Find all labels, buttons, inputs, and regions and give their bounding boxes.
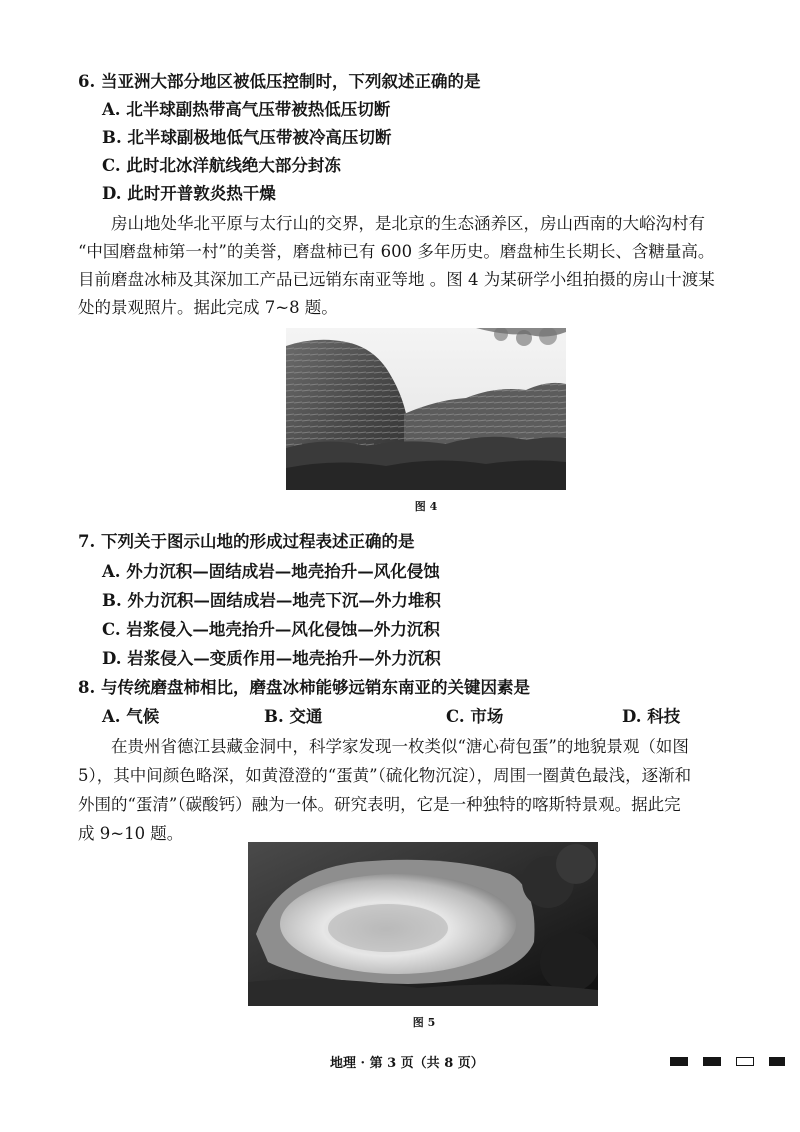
- question-7-option-c: C. 岩浆侵入—地壳抬升—风化侵蚀—外力沉积: [102, 620, 440, 639]
- passage-1-line-2: “中国磨盘柿第一村”的美誉，磨盘柿已有 600 多年历史。磨盘柿生长期长、含糖量高。: [78, 242, 715, 261]
- page-marker-hollow: [736, 1057, 754, 1066]
- question-7-option-d: D. 岩浆侵入—变质作用—地壳抬升—外力沉积: [102, 649, 441, 668]
- question-8-option-c: C. 市场: [446, 707, 504, 726]
- page-marker-filled-1: [670, 1057, 688, 1066]
- question-7-option-a: A. 外力沉积—固结成岩—地壳抬升—风化侵蚀: [102, 562, 440, 581]
- passage-2-line-4: 成 9~10 题。: [78, 824, 184, 843]
- mountain-cliff-photo: [286, 328, 566, 490]
- question-7-option-b: B. 外力沉积—固结成岩—地壳下沉—外力堆积: [102, 591, 441, 610]
- figure-5-caption: 图 5: [412, 1016, 436, 1029]
- page-marker-filled-3: [769, 1057, 785, 1066]
- passage-2-line-2: 5），其中间颜色略深，如黄澄澄的“蛋黄”（硫化物沉淀），周围一圈黄色最浅，逐渐和: [78, 766, 692, 785]
- question-7-stem: 7. 下列关于图示山地的形成过程表述正确的是: [78, 532, 415, 551]
- question-6-option-b: B. 北半球副极地低气压带被冷高压切断: [102, 128, 392, 147]
- figure-4-caption: 图 4: [414, 500, 438, 513]
- figure-4-photo: [286, 328, 566, 490]
- question-8-option-a: A. 气候: [102, 707, 160, 726]
- question-6-stem: 6. 当亚洲大部分地区被低压控制时，下列叙述正确的是: [78, 72, 481, 91]
- question-6-option-a: A. 北半球副热带高气压带被热低压切断: [102, 100, 391, 119]
- question-6-option-c: C. 此时北冰洋航线绝大部分封冻: [102, 156, 341, 175]
- passage-2-line-3: 外围的“蛋清”（碳酸钙）融为一体。研究表明，它是一种独特的喀斯特景观。据此完: [78, 795, 681, 814]
- page-marker-filled-2: [703, 1057, 721, 1066]
- page-footer: 地理 · 第 3 页（共 8 页）: [330, 1056, 484, 1071]
- figure-5-photo: [248, 842, 598, 1006]
- karst-egg-formation-photo: [248, 842, 598, 1006]
- passage-1-line-4: 处的景观照片。据此完成 7~8 题。: [78, 298, 338, 317]
- question-8-option-b: B. 交通: [264, 707, 323, 726]
- passage-1-line-1: 房山地处华北平原与太行山的交界，是北京的生态涵养区，房山西南的大峪沟村有: [111, 214, 705, 233]
- question-8-stem: 8. 与传统磨盘柿相比，磨盘冰柿能够远销东南亚的关键因素是: [78, 678, 530, 697]
- passage-2-line-1: 在贵州省德江县藏金洞中，科学家发现一枚类似“溏心荷包蛋”的地貌景观（如图: [111, 737, 689, 756]
- question-6-option-d: D. 此时开普敦炎热干燥: [102, 184, 276, 203]
- passage-1-line-3: 目前磨盘冰柿及其深加工产品已远销东南亚等地 。图 4 为某研学小组拍摄的房山十渡某: [78, 270, 715, 289]
- question-8-option-d: D. 科技: [622, 707, 681, 726]
